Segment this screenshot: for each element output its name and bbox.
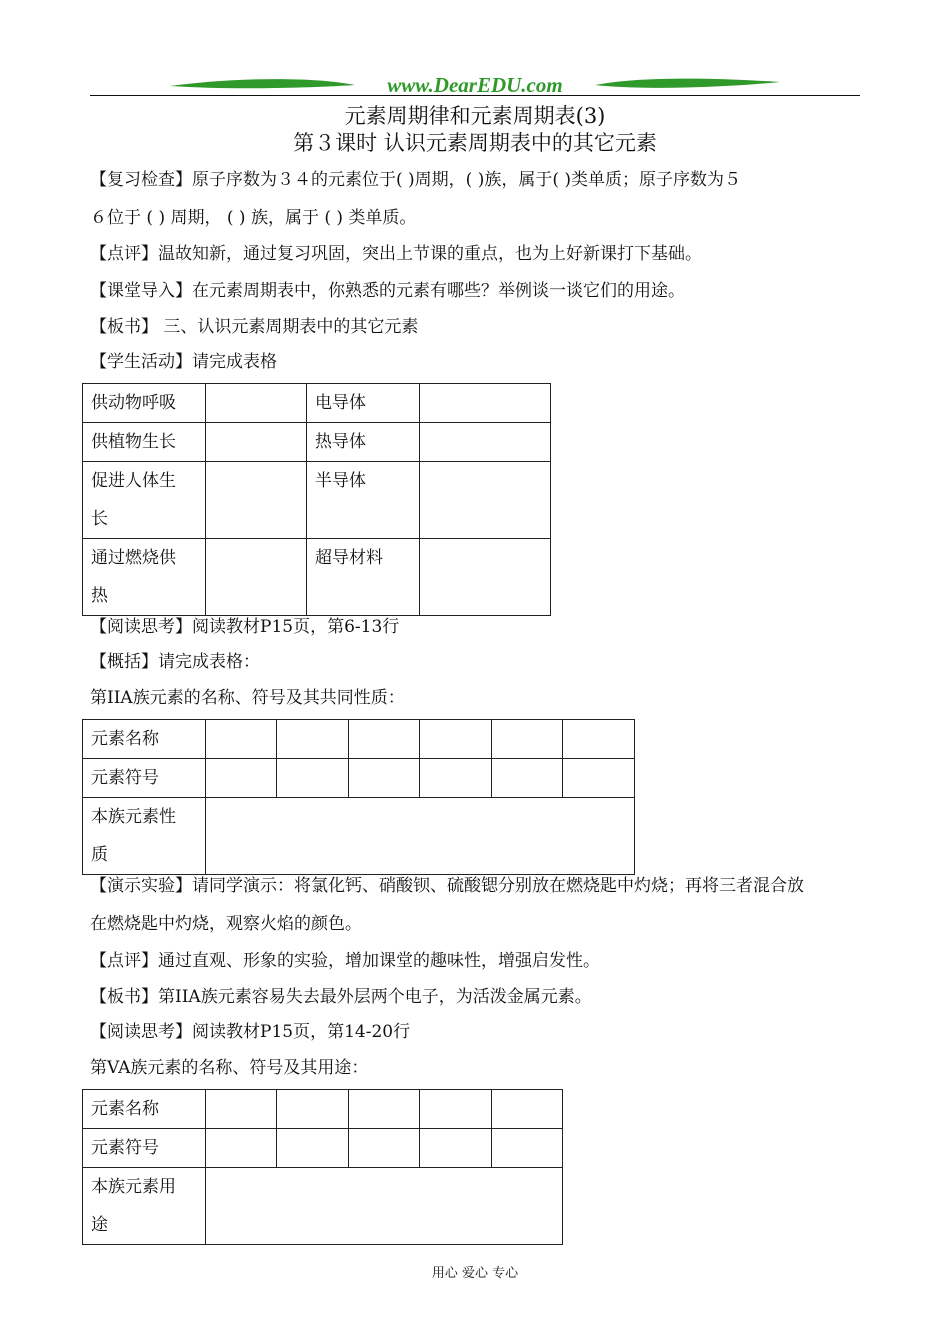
table-row: [83, 462, 551, 539]
answer-cell[interactable]: [492, 720, 563, 759]
table-row: [83, 384, 551, 423]
answer-cell[interactable]: [206, 1129, 277, 1168]
answer-cell[interactable]: [563, 759, 635, 798]
blackboard-2: 【板书】第IIA族元素容易失去最外层两个电子，为活泼金属元素。: [90, 987, 592, 1007]
table-cell: 元素名称: [83, 720, 206, 759]
table-row: [83, 423, 551, 462]
logo-right-swoosh: [595, 79, 780, 88]
answer-cell[interactable]: [206, 798, 635, 875]
table-cell: 半导体: [307, 462, 420, 539]
page-subtitle: 第３课时 认识元素周期表中的其它元素: [293, 131, 657, 155]
table-cell: 促进人体生 长: [83, 462, 206, 539]
answer-cell[interactable]: [420, 462, 551, 539]
answer-cell[interactable]: [206, 1168, 563, 1245]
answer-cell[interactable]: [206, 384, 307, 423]
table-cell: 热导体: [307, 423, 420, 462]
group-va-caption: 第VA族元素的名称、符号及其用途：: [90, 1058, 369, 1078]
answer-cell[interactable]: [349, 759, 420, 798]
answer-cell[interactable]: [492, 1129, 563, 1168]
answer-cell[interactable]: [420, 759, 492, 798]
comment-2: 【点评】通过直观、形象的实验，增加课堂的趣味性，增强启发性。: [90, 951, 600, 971]
demo-experiment-line1: 【演示实验】请同学演示：将氯化钙、硝酸钡、硫酸锶分别放在燃烧匙中灼烧；再将三者混合放: [90, 876, 804, 896]
answer-cell[interactable]: [277, 720, 349, 759]
table-cell: 供动物呼吸: [83, 384, 206, 423]
table-cell: 供植物生长: [83, 423, 206, 462]
answer-cell[interactable]: [277, 759, 349, 798]
summary: 【概括】请完成表格：: [90, 652, 260, 672]
table-cell: 电导体: [307, 384, 420, 423]
answer-cell[interactable]: [349, 1129, 420, 1168]
lesson-intro: 【课堂导入】在元素周期表中，你熟悉的元素有哪些？举例谈一谈它们的用途。: [90, 281, 685, 301]
table-cell: 元素名称: [83, 1090, 206, 1129]
logo-text: www.DearEDU.com: [387, 73, 563, 97]
table-row: [83, 1090, 563, 1129]
review-check-line1: 【复习检查】原子序数为３４的元素位于( )周期，( )族，属于( )类单质；原子序数为５: [90, 170, 742, 190]
table-cell: 元素符号: [83, 759, 206, 798]
answer-cell[interactable]: [206, 539, 307, 616]
group-va-table: [82, 1089, 563, 1245]
answer-cell[interactable]: [420, 720, 492, 759]
review-check-line2: ６位于 ( ) 周期， ( ) 族，属于 ( ) 类单质。: [90, 208, 417, 228]
page-footer: 用心 爱心 专心: [431, 1266, 519, 1281]
table-row: [83, 1168, 563, 1245]
reading-think-1: 【阅读思考】阅读教材P15页，第6-13行: [90, 617, 400, 637]
table-row: [83, 720, 635, 759]
answer-cell[interactable]: [277, 1090, 349, 1129]
answer-cell[interactable]: [206, 423, 307, 462]
table-cell: 通过燃烧供 热: [83, 539, 206, 616]
header-rule: [90, 95, 860, 96]
answer-cell[interactable]: [420, 384, 551, 423]
group-iia-table: [82, 719, 635, 875]
group-iia-caption: 第IIA族元素的名称、符号及其共同性质：: [90, 688, 405, 708]
answer-cell[interactable]: [277, 1129, 349, 1168]
comment-1: 【点评】温故知新，通过复习巩固，突出上节课的重点，也为上好新课打下基础。: [90, 244, 702, 264]
table-cell: 本族元素性 质: [83, 798, 206, 875]
answer-cell[interactable]: [349, 1090, 420, 1129]
activity-table: [82, 383, 551, 616]
table-cell: 超导材料: [307, 539, 420, 616]
student-activity: 【学生活动】请完成表格: [90, 352, 277, 372]
table-row: [83, 798, 635, 875]
answer-cell[interactable]: [420, 423, 551, 462]
answer-cell[interactable]: [349, 720, 420, 759]
answer-cell[interactable]: [420, 1129, 492, 1168]
answer-cell[interactable]: [492, 759, 563, 798]
answer-cell[interactable]: [492, 1090, 563, 1129]
answer-cell[interactable]: [206, 720, 277, 759]
blackboard-1: 【板书】 三、认识元素周期表中的其它元素: [90, 317, 419, 337]
answer-cell[interactable]: [206, 462, 307, 539]
logo-left-swoosh: [170, 79, 355, 88]
table-row: [83, 539, 551, 616]
reading-think-2: 【阅读思考】阅读教材P15页，第14-20行: [90, 1022, 411, 1042]
answer-cell[interactable]: [420, 539, 551, 616]
answer-cell[interactable]: [206, 759, 277, 798]
table-row: [83, 759, 635, 798]
demo-experiment-line2: 在燃烧匙中灼烧，观察火焰的颜色。: [90, 914, 362, 934]
answer-cell[interactable]: [420, 1090, 492, 1129]
answer-cell[interactable]: [563, 720, 635, 759]
table-cell: 本族元素用 途: [83, 1168, 206, 1245]
table-row: [83, 1129, 563, 1168]
page-title: 元素周期律和元素周期表(3): [344, 104, 606, 128]
table-cell: 元素符号: [83, 1129, 206, 1168]
answer-cell[interactable]: [206, 1090, 277, 1129]
